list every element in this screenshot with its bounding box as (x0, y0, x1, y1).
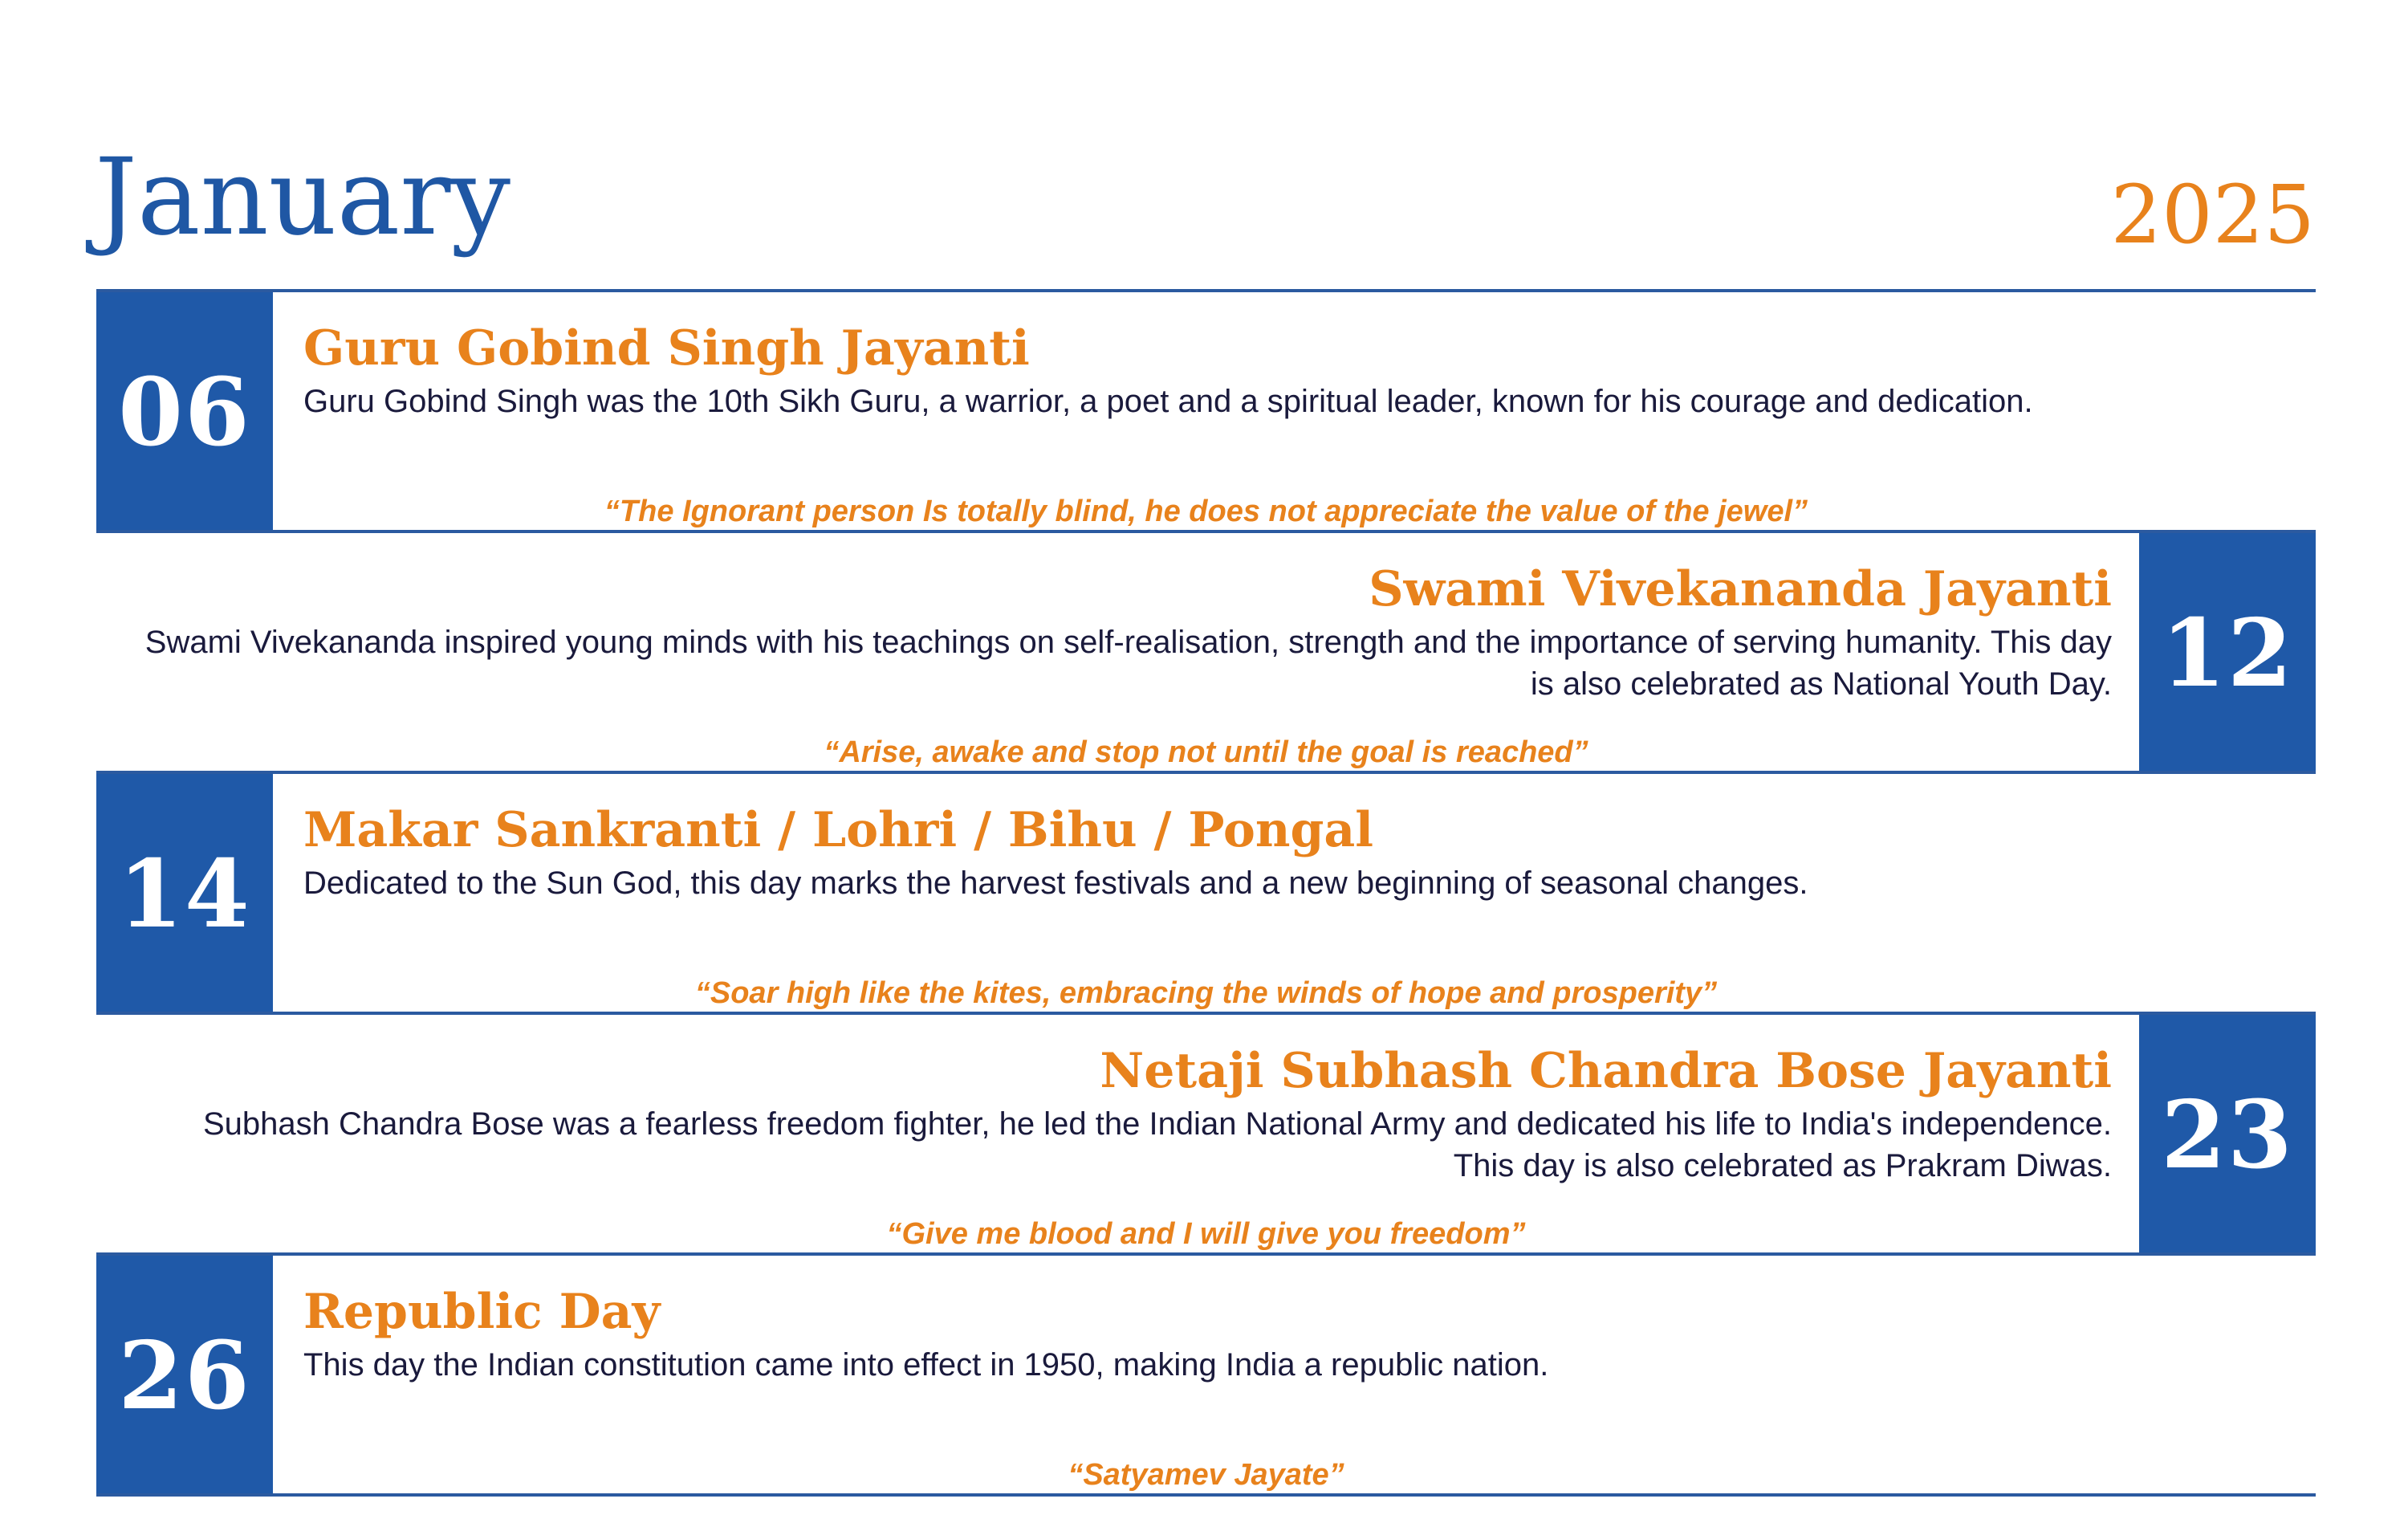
event-quote: “The Ignorant person Is totally blind, he does not appreciate the value of the jewel” (604, 495, 1808, 528)
event-title: Swami Vivekananda Jayanti (1369, 561, 2112, 617)
event-quote: “Satyamev Jayate” (1068, 1458, 1344, 1492)
event-divider (96, 1493, 2316, 1497)
event-title: Makar Sankranti / Lohri / Bihu / Pongal (303, 802, 1374, 858)
event-title: Guru Gobind Singh Jayanti (303, 320, 1030, 377)
event-makar-sankranti (96, 774, 2316, 1015)
event-description: Swami Vivekananda inspired young minds with his teachings on self-realisation, strength and the importance of serving humanity. This day is also celebrated as National Youth Day. (144, 625, 2112, 702)
event-description: Subhash Chandra Bose was a fearless freedom fighter, he led the Indian National Army and dedicated his life to India's independence. This day is also celebrated as Prakram Diwas. (202, 1106, 2112, 1183)
event-republic-day (96, 1256, 2316, 1497)
date-box: 26 (96, 1256, 273, 1497)
event-description: This day the Indian constitution came into effect in 1950, making India a republic nation. (303, 1347, 1549, 1383)
date-box: 12 (2139, 533, 2316, 774)
month-title: January (95, 136, 511, 259)
event-netaji-subhash-chandra-bose-jayanti (96, 1015, 2316, 1256)
event-title: Republic Day (303, 1284, 661, 1340)
event-guru-gobind-singh-jayanti (96, 292, 2316, 533)
event-title: Netaji Subhash Chandra Bose Jayanti (1100, 1043, 2112, 1099)
date-box: 06 (96, 292, 273, 533)
date-box: 23 (2139, 1015, 2316, 1256)
event-description: Guru Gobind Singh was the 10th Sikh Guru, a warrior, a poet and a spiritual leader, known for his courage and dedication. (303, 384, 2033, 419)
year-title: 2025 (2110, 168, 2315, 262)
event-quote: “Give me blood and I will give you freedom” (886, 1217, 1526, 1251)
event-quote: “Arise, awake and stop not until the goal is reached” (824, 735, 1588, 769)
date-box: 14 (96, 774, 273, 1015)
event-swami-vivekananda-jayanti (96, 533, 2316, 774)
event-description: Dedicated to the Sun God, this day marks the harvest festivals and a new beginning of seasonal changes. (303, 865, 1808, 901)
event-quote: “Soar high like the kites, embracing the winds of hope and prosperity” (694, 976, 1718, 1010)
